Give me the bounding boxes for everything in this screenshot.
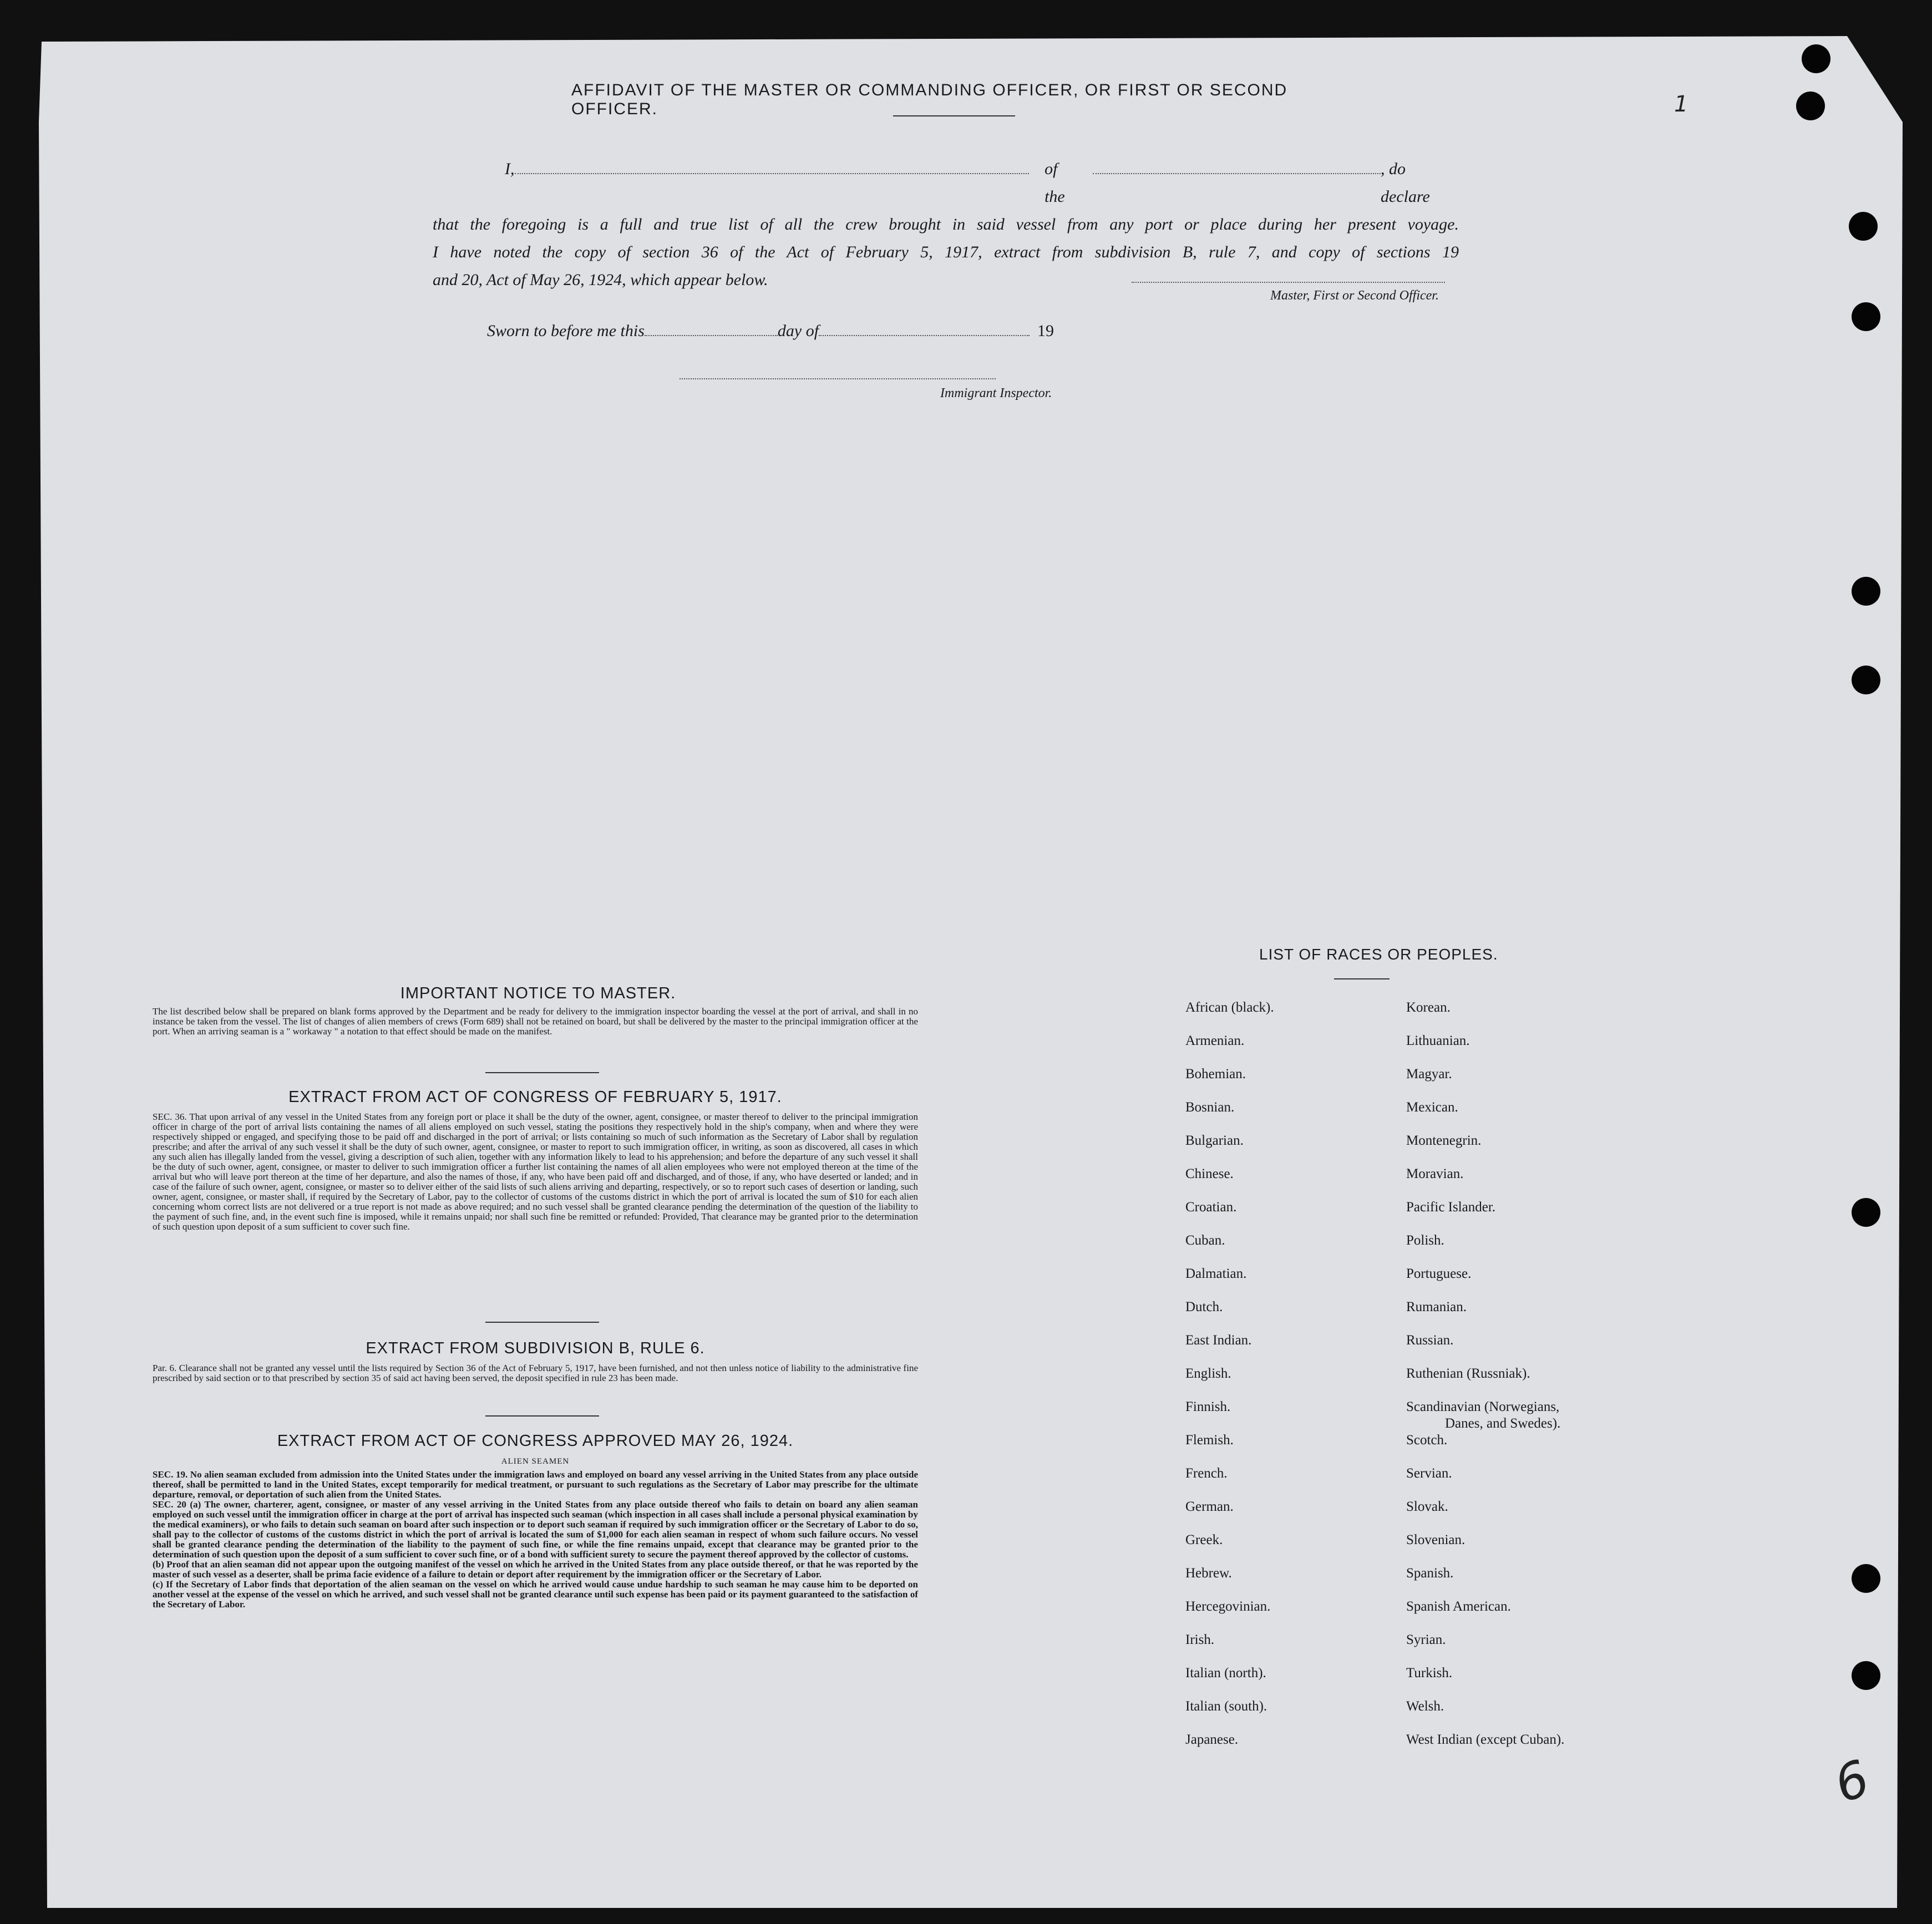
sworn-day-field[interactable] <box>645 323 778 336</box>
race-item: Bulgarian. <box>1185 1133 1244 1148</box>
race-item: Montenegrin. <box>1406 1133 1482 1148</box>
punch-hole <box>1796 92 1825 120</box>
races-left-column <box>1185 999 1274 1765</box>
race-item: Ruthenian (Russniak). <box>1406 1366 1530 1381</box>
race-item: Dutch. <box>1185 1299 1223 1314</box>
sworn-year: 19 <box>1037 322 1054 340</box>
race-item: Japanese. <box>1185 1732 1239 1747</box>
race-item: English. <box>1185 1366 1231 1381</box>
sworn-prefix: Sworn to before me this <box>487 322 645 340</box>
extract-rule6-title: EXTRACT FROM SUBDIVISION B, RULE 6. <box>366 1339 705 1357</box>
punch-hole <box>1852 302 1880 331</box>
race-item: Syrian. <box>1406 1632 1446 1647</box>
punch-hole <box>1849 212 1878 241</box>
divider <box>485 1415 599 1417</box>
race-item: Scotch. <box>1406 1433 1448 1448</box>
extract-1924-sec20a: SEC. 20 (a) The owner, charterer, agent, consignee, or master of any vessel arriving in the United States from any place outside thereof who fails to detain on board any alien seaman employed on such vessel until the immigration officer in charge at the port of arrival has inspected such seaman (which inspection in all cases shall include a personal physical examination by the medical examiners), or who fails to detain such seaman on board after such inspection or to deport such seaman if required by such immigration officer or the Secretary of Labor to do so, shall pay to the collector of customs of the customs district in which the port of arrival is located the sum of $1,000 for each alien seaman in respect of whom such failure occurs. No vessel shall be granted clearance pending the determination of the liability to the payment of such fine, or while the fine remains unpaid, except that clearance may be granted prior to the determination of such question upon the deposit of a sum sufficient to cover such fine, or of a bond with sufficient surety to secure the payment thereof approved by the collector of customs. <box>153 1499 918 1560</box>
race-item-line2: Danes, and Swedes). <box>1445 1416 1561 1431</box>
races-underline <box>1334 978 1390 979</box>
races-title: LIST OF RACES OR PEOPLES. <box>1259 946 1498 963</box>
race-item: Korean. <box>1406 1000 1451 1015</box>
race-item: Slovenian. <box>1406 1532 1466 1547</box>
race-item: Turkish. <box>1406 1666 1453 1681</box>
divider <box>485 1072 599 1073</box>
punch-hole <box>1852 577 1880 606</box>
affidavit-of-the: of the <box>1044 160 1065 206</box>
race-item: Bohemian. <box>1185 1067 1246 1082</box>
extract-rule6-body: Par. 6. Clearance shall not be granted any vessel until the lists required by Section 36 of the Act of February 5, 1917, have been furnished, and not then unless notice of liability to the administrative fine prescribed by said section or to that prescribed by section 35 of said act having been served, the deposit specified in rule 23 has been made. <box>153 1363 918 1383</box>
race-item: Pacific Islander. <box>1406 1200 1496 1215</box>
affidavit-body <box>433 155 1459 294</box>
race-item: Welsh. <box>1406 1699 1444 1714</box>
race-item: French. <box>1185 1466 1228 1481</box>
race-item: Magyar. <box>1406 1067 1452 1082</box>
race-item-line1: Scandinavian (Norwegians, <box>1406 1399 1560 1414</box>
name-blank-field[interactable] <box>515 160 1030 174</box>
extract-1924-title: EXTRACT FROM ACT OF CONGRESS APPROVED MAY 26, 1924. <box>277 1432 794 1450</box>
affidavit-declare: , do declare <box>1381 160 1430 206</box>
races-right-column <box>1406 999 1564 1765</box>
punch-hole <box>1852 666 1880 694</box>
punch-hole <box>1852 1198 1880 1227</box>
affidavit-line2: that the foregoing is a full and true list of all the crew brought in said vessel from any port or place during her present voyage. <box>433 215 1459 233</box>
race-item: Hebrew. <box>1185 1566 1232 1581</box>
race-item: Italian (south). <box>1185 1699 1267 1714</box>
punch-hole <box>1852 1661 1880 1690</box>
race-item: Slovak. <box>1406 1499 1448 1514</box>
title-underline <box>893 115 1015 116</box>
race-item: Polish. <box>1406 1233 1444 1248</box>
race-item: Finnish. <box>1185 1399 1231 1414</box>
affidavit-line3: I have noted the copy of section 36 of the Act of February 5, 1917, extract from subdivision B, rule 7, and copy of sections 19 <box>433 243 1459 261</box>
inspector-caption: Immigrant Inspector. <box>940 386 1052 400</box>
extract-1924-sec20b: (b) Proof that an alien seaman did not appear upon the outgoing manifest of the vessel on which he arrived in the United States from any place outside thereof, or that he was reported by the master of such vessel as a deserter, shall be prima facie evidence of a failure to detain or deport after requirement by the immigration officer or the Secretary of Labor. <box>153 1559 918 1580</box>
race-item: Moravian. <box>1406 1166 1464 1181</box>
punch-hole <box>1852 1564 1880 1593</box>
race-item: Russian. <box>1406 1333 1454 1348</box>
affidavit-title: AFFIDAVIT OF THE MASTER OR COMMANDING OFFICER, OR FIRST OR SECOND OFFICER. <box>571 81 1288 118</box>
race-item: Lithuanian. <box>1406 1033 1470 1048</box>
extract-1917-body: SEC. 36. That upon arrival of any vessel in the United States from any foreign port or place it shall be the duty of the owner, agent, consignee, or master thereof to deliver to the principal immigration officer in charge of the port of arrival lists containing the names of all aliens employed on such vessel, stating the positions they respectively hold in the ship's company, when and where they were respectively shipped or engaged, and specifying those to be paid off and discharged in the port of arrival; or lists containing so much of such information as the Secretary of Labor shall by regulation prescribe; and after the arrival of any such vessel it shall be the duty of such owner, agent, consignee, or master to report to such immigration officer, in writing, as soon as discovered, all cases in which any such alien has illegally landed from the vessel, giving a description of such alien, together with any information likely to lead to his apprehension; and before the departure of any such vessel it shall be the duty of such owner, agent, consignee, or master to deliver to such immigration officer a further list containing the names of all alien employees who were not employed thereon at the time of the arrival but who will leave port thereon at the time of her departure, and also the names of those, if any, who have been paid off and discharged, and of those, if any, who have deserted or landed; and in case of the failure of such owner, agent, consignee, or master so to deliver either of the said lists of such aliens arriving and departing, respectively, or so to report such cases of desertion or landing, such owner, agent, consignee, or master shall, if required by the Secretary of Labor, pay to the collector of customs of the customs district in which the port of arrival is located the sum of $10 for each alien concerning whom correct lists are not delivered or a true report is not made as above required; and no such vessel shall be granted clearance pending the determination of the question of the liability to the payment of such fine, and, in the event such fine is imposed, while it remains unpaid; nor shall such fine be remitted or refunded: Provided, That clearance may be granted prior to the determination of such question upon deposit of a sum sufficient to cover such fine. <box>153 1111 918 1232</box>
inspector-signature-line[interactable] <box>680 378 996 379</box>
race-item: Cuban. <box>1185 1233 1225 1248</box>
race-item: Armenian. <box>1185 1033 1245 1048</box>
race-item: Greek. <box>1185 1532 1223 1547</box>
extract-1917-title: EXTRACT FROM ACT OF CONGRESS OF FEBRUARY 5, 1917. <box>288 1088 782 1106</box>
race-item <box>1406 1399 1564 1432</box>
extract-1924-subtitle: ALIEN SEAMEN <box>501 1457 570 1466</box>
race-item: Croatian. <box>1185 1200 1237 1215</box>
race-item: German. <box>1185 1499 1234 1514</box>
master-signature-caption: Master, First or Second Officer. <box>1270 288 1439 303</box>
race-item: Flemish. <box>1185 1433 1234 1448</box>
race-item: Irish. <box>1185 1632 1215 1647</box>
notice-title: IMPORTANT NOTICE TO MASTER. <box>400 984 676 1002</box>
race-item: African (black). <box>1185 1000 1274 1015</box>
race-item: Chinese. <box>1185 1166 1234 1181</box>
affidavit-pronoun: I, <box>505 160 515 178</box>
race-item: East Indian. <box>1185 1333 1252 1348</box>
vessel-blank-field[interactable] <box>1093 160 1381 174</box>
race-item: Portuguese. <box>1406 1266 1472 1281</box>
race-item: Spanish American. <box>1406 1599 1511 1614</box>
race-item: Hercegovinian. <box>1185 1599 1271 1614</box>
sworn-day-of: day of <box>777 322 819 340</box>
corner-pencil-mark: 1 <box>1674 92 1688 117</box>
race-item: Rumanian. <box>1406 1299 1467 1314</box>
notice-body: The list described below shall be prepared on blank forms approved by the Department and be ready for delivery to the immigration inspector boarding the vessel at the port of arrival, and shall in no instance be taken from the vessel. The list of changes of alien members of crews (Form 689) shall not be retained on board, but shall be delivered by the master to the principal immigration officer at the port. When an arriving seaman is a " workaway " a notation to that effect should be made on the manifest. <box>153 1006 918 1037</box>
extract-1924-sec19: SEC. 19. No alien seaman excluded from admission into the United States under the immigration laws and employed on board any vessel arriving in the United States from any place outside thereof, shall be permitted to land in the United States, except temporarily for medical treatment, or pursuant to such regulations as the Secretary of Labor may prescribe for the ultimate departure, removal, or deportation of such alien from the United States. <box>153 1469 918 1500</box>
race-item: Mexican. <box>1406 1100 1458 1115</box>
divider <box>485 1322 599 1323</box>
race-item: Spanish. <box>1406 1566 1454 1581</box>
race-item: Servian. <box>1406 1466 1452 1481</box>
extract-1924-body <box>153 1470 918 1610</box>
race-item: Italian (north). <box>1185 1666 1266 1681</box>
master-signature-line[interactable] <box>1132 282 1445 283</box>
affidavit-line4: and 20, Act of May 26, 1924, which appear below. <box>433 271 768 289</box>
page-number-mark: 6 <box>1827 1749 1877 1815</box>
sworn-month-field[interactable] <box>819 323 1030 336</box>
race-item: Bosnian. <box>1185 1100 1235 1115</box>
punch-hole <box>1802 44 1830 73</box>
race-item: West Indian (except Cuban). <box>1406 1732 1565 1747</box>
sworn-line <box>487 322 1054 341</box>
extract-1924-sec20c: (c) If the Secretary of Labor finds that deportation of the alien seaman on the vessel on which he arrived would cause undue hardship to such seaman he may cause him to be deported on another vessel at the expense of the vessel on which he arrived, and such vessel shall not be granted clearance until such expense has been paid or its payment guaranteed to the satisfaction of the Secretary of Labor. <box>153 1579 918 1610</box>
race-item: Dalmatian. <box>1185 1266 1247 1281</box>
